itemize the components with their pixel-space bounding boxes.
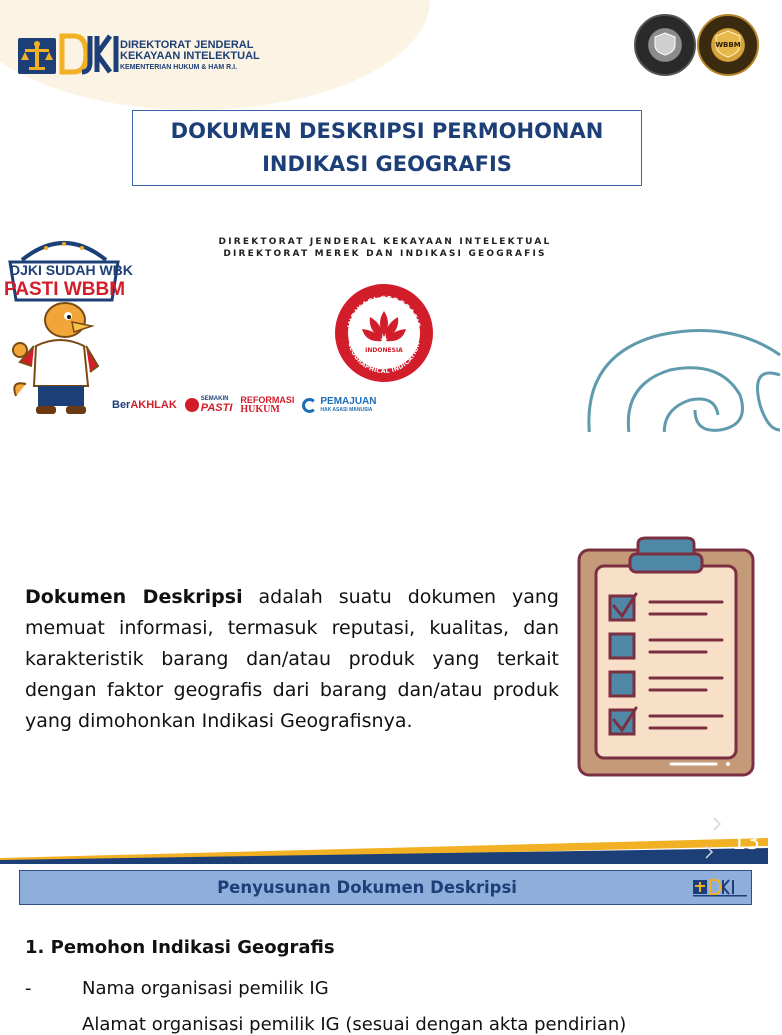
dirjen-line-2: KEKAYAAN INTELEKTUAL xyxy=(120,50,260,62)
reformasi-hukum-logo xyxy=(240,396,294,414)
berakhlak-word: AKHLAK xyxy=(130,399,177,411)
applicant-heading: 1. Pemohon Indikasi Geografis xyxy=(25,937,335,958)
checklist-clipboard-icon xyxy=(576,542,756,778)
section-header-bar-2 xyxy=(19,870,752,905)
wbbm-badge-label: WBBM xyxy=(715,41,741,49)
semakin-pasti-logo xyxy=(185,396,233,414)
wbk-award-badge-icon xyxy=(634,14,696,76)
definition-paragraph xyxy=(25,582,559,737)
wbbm-award-badge-icon xyxy=(697,14,759,76)
berakhlak-prefix: Ber xyxy=(112,399,131,411)
contour-swirl-decoration xyxy=(570,315,780,440)
pemajuan-label: PEMAJUAN xyxy=(320,396,377,407)
wbk-mascot xyxy=(0,232,133,422)
dirjen-line-1: DIREKTORAT JENDERAL xyxy=(120,39,254,51)
partner-logos xyxy=(112,393,377,417)
definition-slide xyxy=(0,432,768,864)
org-line-1: DIREKTORAT JENDERAL KEKAYAAN INTELEKTUAL xyxy=(218,237,552,247)
list-item-organization-name: Nama organisasi pemilik IG xyxy=(82,978,329,999)
slide-title-box xyxy=(132,110,642,186)
pasti-label: PASTI xyxy=(200,402,233,414)
list-item-organization-address xyxy=(82,1014,782,1035)
semakin-label: SEMAKIN xyxy=(200,396,229,402)
kemenkumham-emblem-icon xyxy=(18,38,56,74)
dirjen-line-3: KEMENTERIAN HUKUM & HAM R.I. xyxy=(120,64,238,71)
list-item-address-text: Alamat organisasi pemilik IG (sesuai dengan akta pendirian) xyxy=(82,1014,627,1035)
page-number: 13 xyxy=(732,830,760,855)
hukum-label: HUKUM xyxy=(240,404,280,415)
definition-text: adalah suatu dokumen yang memuat informasi, termasuk reputasi, kualitas, dan karakteristik barang dan/atau produk yang terkait dengan faktor geografis dari barang dan/atau produk yang dimohonkan Indikasi Geografisnya. xyxy=(25,586,559,732)
djki-small-logo-icon xyxy=(693,878,747,898)
svg-text:INDIKASI GEOGRAFIS: INDIKASI GEOGRAFIS xyxy=(345,293,423,329)
ig-logo-middle-label: INDONESIA xyxy=(365,347,403,354)
slide-footer-stripes xyxy=(0,818,768,864)
slide-title xyxy=(171,115,604,181)
reformasi-label: REFORMASI xyxy=(240,395,295,405)
title-slide xyxy=(0,0,768,432)
section-title-2: Penyusunan Dokumen Deskripsi xyxy=(217,878,517,897)
applicant-slide xyxy=(0,864,768,1035)
ham-label: HAK ASASI MANUSIA xyxy=(320,407,373,413)
pasti-circle-icon xyxy=(185,398,199,412)
org-line-2: DIREKTORAT MEREK DAN INDIKASI GEOGRAFIS xyxy=(223,249,547,259)
title-line-2: INDIKASI GEOGRAFIS xyxy=(262,152,512,176)
title-line-1: DOKUMEN DESKRIPSI PERMOHONAN xyxy=(170,119,604,143)
wbk-slogan-line-1: DJKI SUDAH WBK xyxy=(10,262,133,278)
indikasi-geografis-logo-icon xyxy=(334,283,434,383)
pemajuan-ham-logo xyxy=(302,397,376,413)
pemajuan-swirl-icon xyxy=(302,398,317,413)
berakhlak-logo xyxy=(112,400,177,410)
wbk-slogan-line-2: PASTI WBBM xyxy=(4,279,126,300)
list-bullet: - xyxy=(25,978,32,999)
djki-logo xyxy=(60,32,120,85)
garuda-mascot-icon xyxy=(10,300,105,420)
definition-term: Dokumen Deskripsi xyxy=(25,586,243,608)
svg-text:GEOGRAPHICAL INDICATION: GEOGRAPHICAL INDICATION xyxy=(346,341,422,376)
organization-names xyxy=(200,236,570,260)
dirjen-wordmark xyxy=(120,40,260,73)
